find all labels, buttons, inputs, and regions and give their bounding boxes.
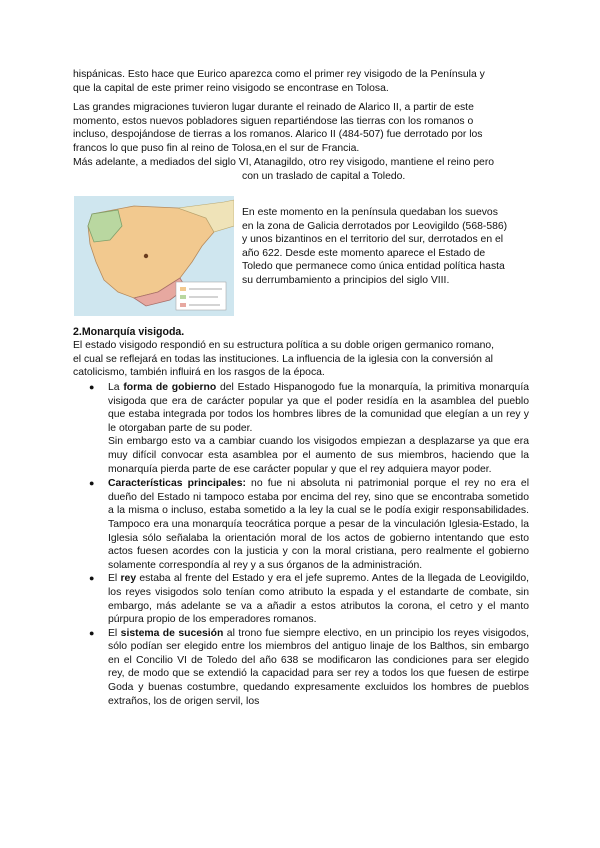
atanagildo-line-2: con un traslado de capital a Toledo. [242, 170, 406, 182]
bullet-pre: El [108, 573, 121, 585]
migrations-line: Las grandes migraciones tuvieron lugar durante el reinado de Alarico II, a partir de este [73, 102, 474, 113]
migrations-line: francos lo que puso fin al reino de Tolosa,en el sur de Francia. [73, 142, 360, 154]
intro-line-1: hispánicas. Esto hace que Eurico aparezca como el primer rey visigodo de la Península y [73, 69, 485, 80]
intro-line-2: que la capital de este primer reino visigodo se encontrase en Tolosa. [73, 82, 389, 94]
bullet-text: al trono fue siempre electivo, en un principio los reyes visigodos, sólo podían ser elegido entre los miembros del antiguo linaje de los Balthos, sin embargo en el Concilio VI de Toledo del año 638 se modificaron las condiciones para ser elegido rey, de modo que se extendió la capacidad para ser rey a todos los que fuesen de estirpe Goda y buenas costumbre, quedando expresamente excluidos los hombres de pueblos extraños, los de origen servil, los [108, 627, 529, 707]
iberia-map-image [74, 196, 234, 316]
migrations-line: incluso, despojándose de tierras a los romanos. Alarico II (484-507) fue derrotado por los [73, 129, 483, 141]
bullet-icon: ● [89, 478, 95, 489]
section-intro [73, 339, 529, 380]
bullet-bold: Características principales: [108, 478, 246, 490]
migrations-paragraph [73, 101, 529, 155]
list-item [73, 381, 529, 435]
bullet-icon: ● [89, 382, 95, 392]
bullet-icon: ● [89, 627, 95, 638]
peninsula-line: en la zona de Galicia derrotados por Leovigildo (568-586) [242, 220, 508, 232]
section-intro-line: el cual se reflejará en todas las instituciones. La influencia de la iglesia con la conversión al [73, 353, 493, 365]
bullet-bold: forma de gobierno [123, 382, 217, 393]
peninsula-line: su derrumbamiento a principios del siglo VIII. [242, 274, 450, 286]
bullet-pre: El [108, 627, 121, 639]
bullet-text: no fue ni absoluta ni patrimonial porque el rey no era el dueño del Estado ni tampoco estaba por encima del rey, sino que se encontraba sometido a la misma o incluso, estaba sometido a la ley la cual se le podía exigir responsabilidades. Tampoco era una monarquía teocrática porque a pesar de la vinculación Iglesia-Estado, la Iglesia sólo señalaba la orientación moral de los actos de gobierno intentando que esto actos fuesen acordes con la justicia y con la moral cristiana, pero realmente el gobierno solamente correspondía al rey y a sus órganos de la administración. [108, 478, 529, 571]
peninsula-line: En este momento en la península quedaban los suevos [242, 207, 498, 218]
toledo-marker [144, 254, 148, 258]
intro-paragraph [73, 68, 529, 95]
migrations-line: momento, estos nuevos pobladores siguen repartiéndose las tierras con los romanos o [73, 115, 474, 127]
bullet-icon: ● [89, 573, 95, 584]
monarchy-bullet-list [73, 381, 529, 708]
section-intro-line: catolicismo, también influirá en los rasgos de la época. [73, 367, 325, 379]
list-item [73, 627, 529, 709]
list-item [73, 477, 529, 572]
peninsula-line: año 622. Desde este momento aparece el Estado de [242, 247, 486, 259]
atanagildo-line-1: Más adelante, a mediados del siglo VI, Atanagildo, otro rey visigodo, mantiene el reino pero [73, 157, 495, 168]
legend-swatch-suevo [180, 295, 186, 299]
peninsula-line: Toledo que permanece como única entidad política hasta [242, 261, 505, 273]
section-heading: 2.Monarquía visigoda. [73, 326, 185, 338]
bullet-text: del Estado Hispanogodo fue la monarquía, la primitiva monarquía visigoda que era de carácter popular ya que el poder residía en la asamblea del pueblo que estaba integrada por todos los hombres libres de la comunidad que elegían a un rey y le otorgaban parte de su poder. [108, 382, 529, 434]
legend-swatch-visigodo [180, 287, 186, 291]
bullet-pre: La [108, 382, 124, 393]
bullet-text: estaba al frente del Estado y era el jefe supremo. Antes de la llegada de Leovigildo, los reyes visigodos solo tenían como atributo la espada y el estandarte de combate, sin embargo, más adelante se va a añadir a estos atributos la corona, el cetro y el manto púrpura propio de los emperadores romanos. [108, 573, 529, 626]
bullet-bold: sistema de sucesión [120, 627, 224, 639]
section-intro-line: El estado visigodo respondió en su estructura política a su doble origen germanico romano, [73, 340, 495, 351]
atanagildo-paragraph [73, 156, 529, 183]
list-item [73, 572, 529, 626]
legend-swatch-bizantino [180, 303, 186, 307]
bullet-continuation: Sin embargo esto va a cambiar cuando los visigodos empiezan a desplazarse ya que era muy difícil convocar esta asamblea por el aumento de sus miembros, haciendo que la monarquía pierda parte de ese carácter popular y que el rey adquiera mayor poder. [108, 436, 529, 475]
peninsula-paragraph [242, 206, 528, 288]
peninsula-line: y unos bizantinos en el territorio del sur, derrotados en el [242, 234, 504, 246]
map-illustration [74, 196, 234, 316]
bullet-bold: rey [120, 573, 137, 585]
